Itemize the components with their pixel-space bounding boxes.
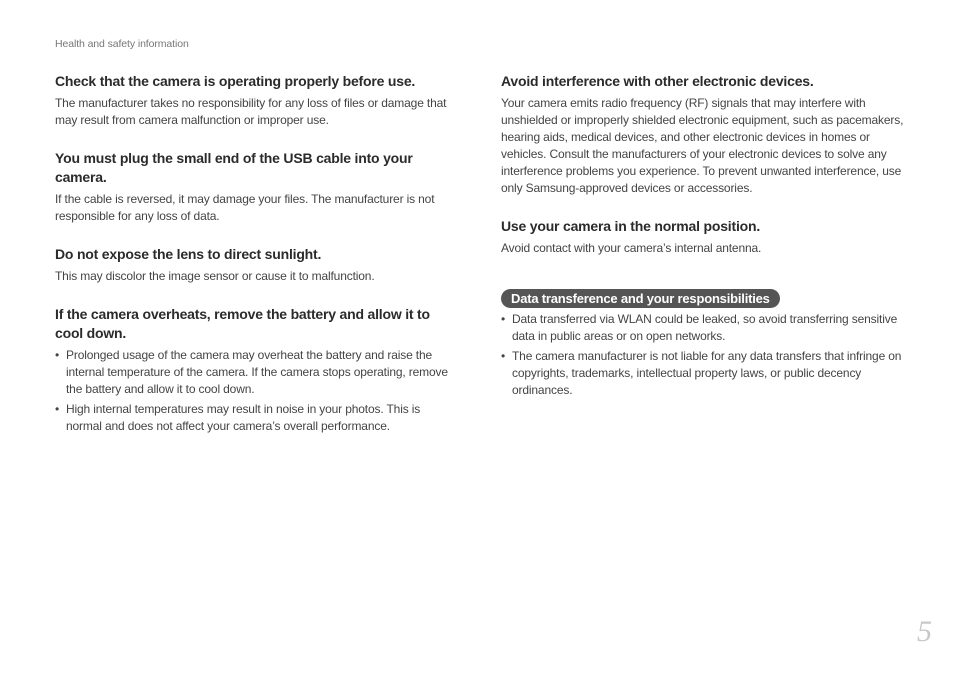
bullet-list — [501, 311, 911, 399]
list-item-text: Data transferred via WLAN could be leaked, so avoid transferring sensitive data in public areas or on open networks. — [512, 312, 898, 343]
bullet-icon: • — [55, 348, 60, 362]
left-column — [55, 72, 455, 455]
section-heading: Avoid interference with other electronic devices. — [501, 73, 814, 89]
section-body: This may discolor the image sensor or cause it to malfunction. — [55, 269, 375, 283]
list-item — [55, 401, 455, 435]
list-item-text: Prolonged usage of the camera may overheat the battery and raise the internal temperature of the camera. If the camera stops operating, remove the battery and allow it to cool down. — [66, 348, 448, 396]
bullet-icon: • — [501, 312, 506, 326]
section-proper-operation — [55, 72, 455, 129]
list-item — [501, 311, 911, 345]
section-normal-position — [501, 217, 911, 257]
section-body: If the cable is reversed, it may damage your files. The manufacturer is not responsible for any loss of data. — [55, 192, 435, 223]
list-item — [55, 347, 455, 398]
section-pill-heading: Data transference and your responsibilities — [501, 289, 780, 308]
list-item-text: High internal temperatures may result in noise in your photos. This is normal and does not affect your camera’s overall performance. — [66, 402, 421, 433]
list-item — [501, 348, 911, 399]
section-heading: Do not expose the lens to direct sunlight. — [55, 246, 322, 262]
section-data-transference — [501, 289, 911, 399]
section-body: Your camera emits radio frequency (RF) signals that may interfere with unshielded or improperly shielded electronic equipment, such as pacemakers, hearing aids, medical devices, and other electronic devices in homes or vehicles. Consult the manufacturers of your electronic devices to solve any interference problems you experience. To prevent unwanted interference, use only Samsung-approved devices or accessories. — [501, 96, 904, 195]
bullet-icon: • — [55, 402, 60, 416]
section-body: Avoid contact with your camera’s internal antenna. — [501, 241, 762, 255]
bullet-icon: • — [501, 349, 506, 363]
bullet-list — [55, 347, 455, 435]
section-sunlight — [55, 245, 455, 285]
page-number: 5 — [917, 615, 932, 648]
section-heading: Check that the camera is operating properly before use. — [55, 73, 416, 89]
section-body: The manufacturer takes no responsibility for any loss of files or damage that may result from camera malfunction or improper use. — [55, 96, 447, 127]
section-heading: Use your camera in the normal position. — [501, 218, 761, 234]
right-column — [501, 72, 911, 419]
section-heading: If the camera overheats, remove the battery and allow it to cool down. — [55, 306, 430, 341]
section-usb-cable — [55, 149, 455, 225]
section-interference — [501, 72, 911, 197]
section-overheat — [55, 305, 455, 435]
running-header: Health and safety information — [55, 38, 189, 50]
section-heading: You must plug the small end of the USB cable into your camera. — [55, 150, 413, 185]
list-item-text: The camera manufacturer is not liable for any data transfers that infringe on copyrights, trademarks, intellectual property laws, or public decency ordinances. — [512, 349, 902, 397]
